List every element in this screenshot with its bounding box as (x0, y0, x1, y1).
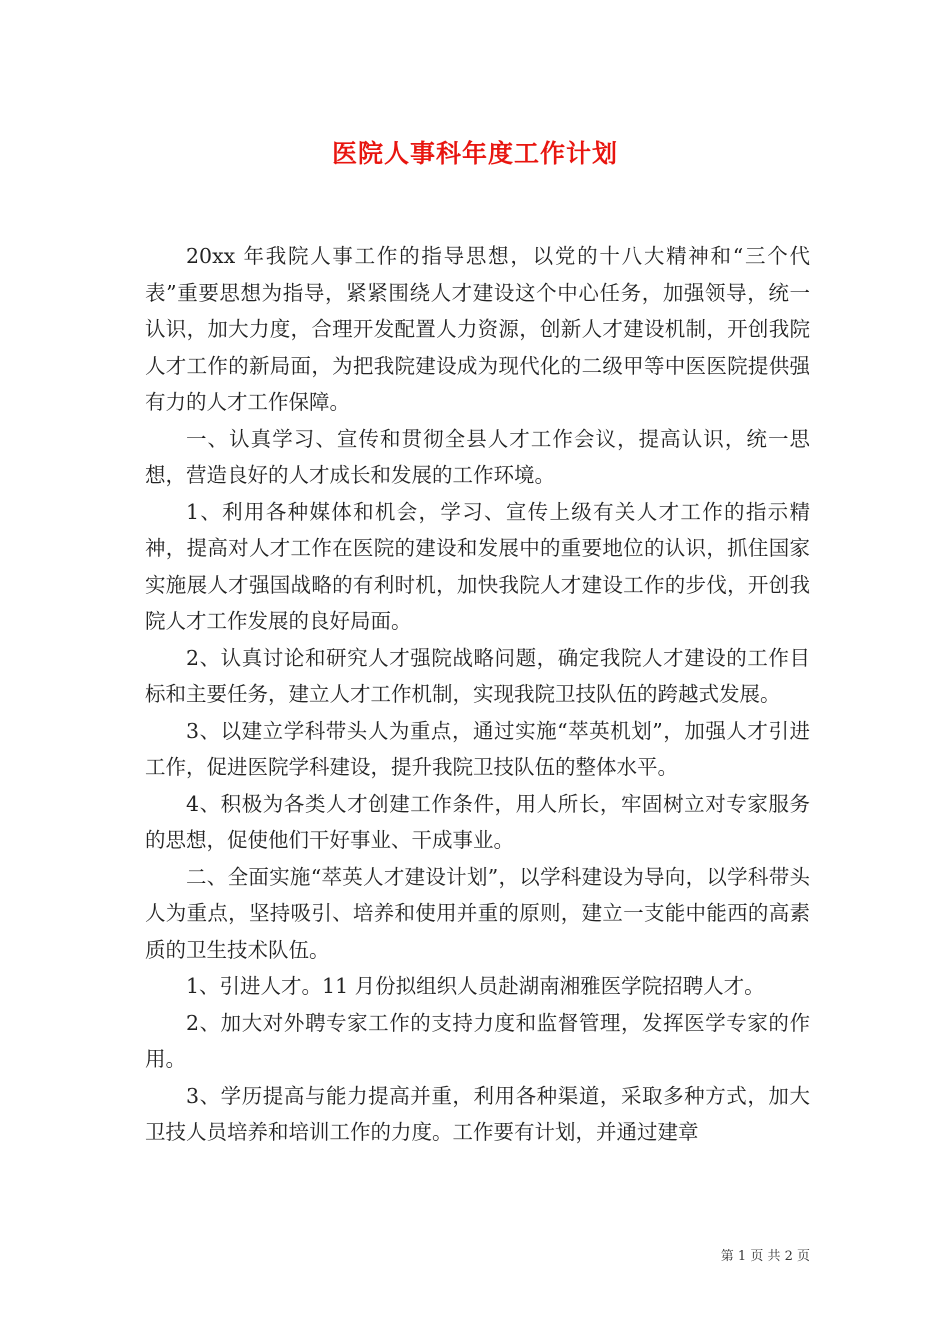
document-title: 医院人事科年度工作计划 (331, 139, 618, 168)
paragraph: 1、利用各种媒体和机会，学习、宣传上级有关人才工作的指示精神，提高对人才工作在医院的建设和发展中的重要地位的认识，抓住国家实施展人才强国战略的有利时机，加快我院人才建设工作的步伐，开创我院人才工作发展的良好局面。 (145, 499, 810, 633)
paragraph: 二、全面实施“萃英人才建设计划”，以学科建设为导向，以学科带头人为重点，坚持吸引、培养和使用并重的原则，建立一支能中能西的高素质的卫生技术队伍。 (145, 864, 810, 962)
paragraph: 2、认真讨论和研究人才强院战略问题，确定我院人才建设的工作目标和主要任务，建立人才工作机制，实现我院卫技队伍的跨越式发展。 (145, 645, 810, 706)
document-body (145, 238, 810, 1151)
paragraph: 20xx 年我院人事工作的指导思想，以党的十八大精神和“三个代表”重要思想为指导，紧紧围绕人才建设这个中心任务，加强领导，统一认识，加大力度，合理开发配置人力资源，创新人才建设机制，开创我院人才工作的新局面，为把我院建设成为现代化的二级甲等中医医院提供强有力的人才工作保障。 (145, 244, 810, 414)
page-number: 第 1 页 共 2 页 (720, 1249, 810, 1264)
paragraph: 1、引进人才。11 月份拟组织人员赴湖南湘雅医学院招聘人才。 (186, 974, 765, 998)
paragraph: 一、认真学习、宣传和贯彻全县人才工作会议，提高认识，统一思想，营造良好的人才成长和发展的工作环境。 (145, 426, 810, 487)
paragraph: 4、积极为各类人才创建工作条件，用人所长，牢固树立对专家服务的思想，促使他们干好事业、干成事业。 (145, 791, 810, 852)
paragraph: 3、学历提高与能力提高并重，利用各种渠道，采取多种方式，加大卫技人员培养和培训工作的力度。工作要有计划，并通过建章 (145, 1083, 810, 1144)
paragraph: 2、加大对外聘专家工作的支持力度和监督管理，发挥医学专家的作用。 (145, 1010, 810, 1071)
paragraph: 3、以建立学科带头人为重点，通过实施“萃英机划”，加强人才引进工作，促进医院学科建设，提升我院卫技队伍的整体水平。 (145, 718, 810, 779)
